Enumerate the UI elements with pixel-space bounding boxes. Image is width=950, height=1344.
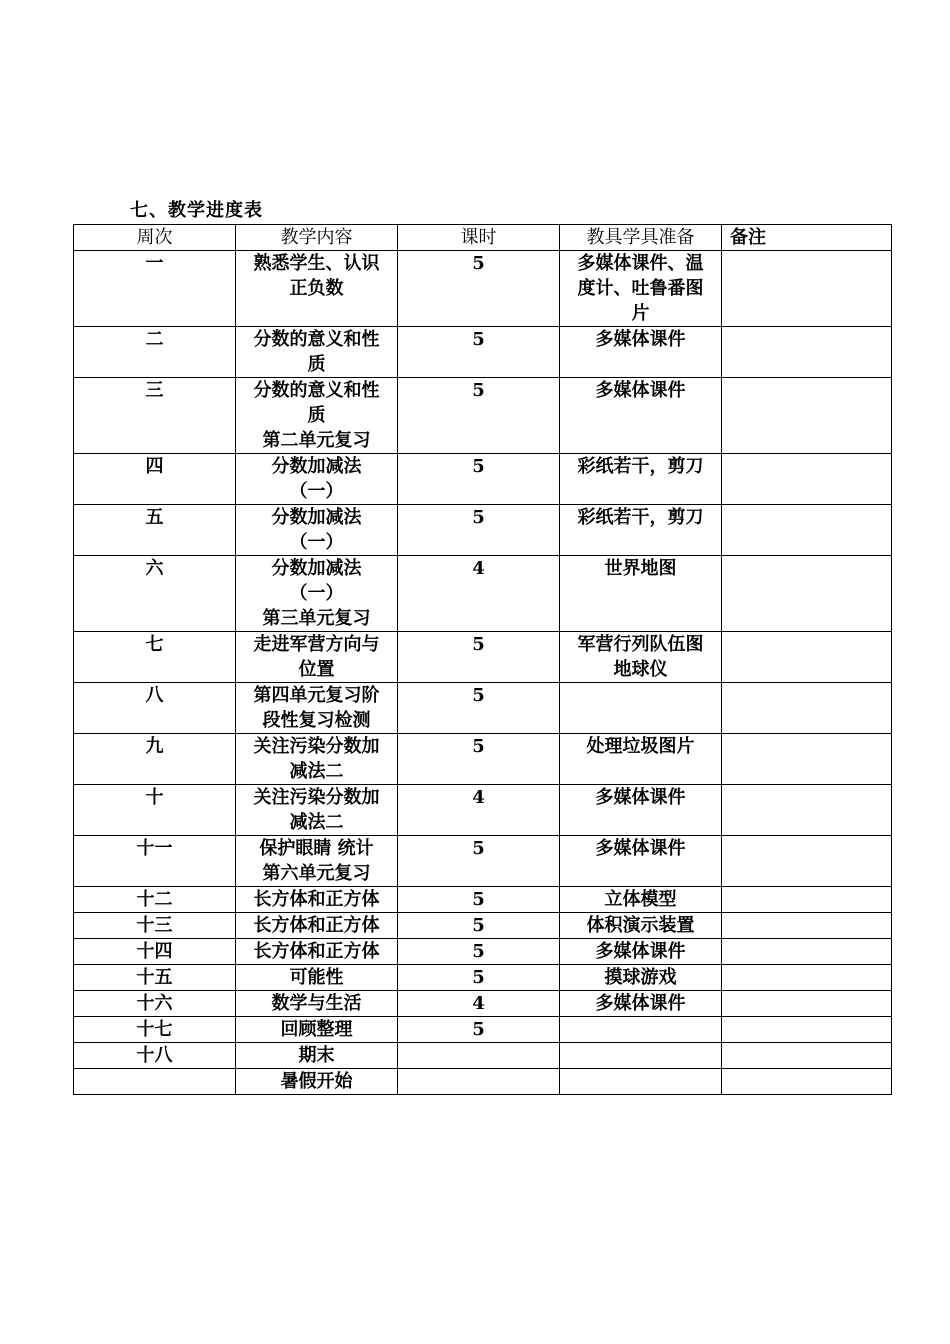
cell-week-text: 九	[145, 736, 164, 757]
cell-content-text: 保护眼睛 统计 第六单元复习	[259, 838, 374, 884]
cell-notes-text	[730, 836, 889, 861]
cell-notes	[722, 1043, 892, 1069]
cell-hours	[398, 1017, 560, 1043]
cell-notes-text	[730, 505, 889, 530]
cell-week	[74, 1069, 236, 1095]
cell-notes-text	[730, 454, 889, 479]
cell-week-text: 七	[145, 634, 164, 655]
cell-materials-text: 摸球游戏	[604, 967, 677, 988]
cell-content-text: 关注污染分数加 减法二	[253, 736, 380, 782]
cell-notes	[722, 965, 892, 991]
cell-notes-text	[730, 327, 889, 352]
cell-notes-text	[730, 632, 889, 657]
cell-content	[236, 378, 398, 454]
cell-materials	[560, 327, 722, 378]
cell-content-text: 可能性	[289, 967, 344, 988]
cell-notes	[722, 836, 892, 887]
cell-week-text: 十三	[136, 915, 173, 936]
cell-materials	[560, 378, 722, 454]
header-hours: 课时	[398, 225, 560, 251]
table-row	[74, 632, 892, 683]
cell-week	[74, 1043, 236, 1069]
cell-hours-text: 5	[472, 380, 485, 401]
cell-week-text: 十八	[136, 1045, 173, 1066]
cell-notes	[722, 632, 892, 683]
table-row	[74, 965, 892, 991]
cell-materials	[560, 1043, 722, 1069]
cell-notes-text	[730, 887, 889, 912]
cell-materials	[560, 734, 722, 785]
cell-hours	[398, 991, 560, 1017]
cell-materials	[560, 1017, 722, 1043]
cell-materials-text: 多媒体课件	[595, 993, 686, 1014]
cell-hours	[398, 939, 560, 965]
cell-week-text: 一	[145, 253, 164, 274]
cell-hours-text: 5	[472, 915, 485, 936]
cell-materials-text: 彩纸若干，剪刀	[577, 456, 704, 477]
cell-notes-text	[730, 378, 889, 403]
cell-content-text: 暑假开始	[280, 1071, 353, 1092]
table-row	[74, 836, 892, 887]
cell-content-text: 数学与生活	[271, 993, 362, 1014]
cell-materials	[560, 991, 722, 1017]
cell-materials-text: 多媒体课件	[595, 329, 686, 350]
cell-week	[74, 454, 236, 505]
header-row	[74, 225, 892, 251]
cell-materials	[560, 683, 722, 734]
cell-notes	[722, 454, 892, 505]
cell-notes	[722, 251, 892, 327]
cell-week-text: 十五	[136, 967, 173, 988]
section-heading: 七、教学进度表	[130, 200, 263, 221]
cell-notes-text	[730, 1017, 889, 1042]
cell-hours-text: 5	[472, 634, 485, 655]
cell-materials-text	[562, 1043, 719, 1068]
cell-content-text: 长方体和正方体	[253, 915, 380, 936]
cell-content-text: 第四单元复习阶 段性复习检测	[253, 685, 380, 731]
cell-week	[74, 251, 236, 327]
cell-content	[236, 991, 398, 1017]
cell-hours-text: 5	[472, 838, 485, 859]
cell-hours	[398, 887, 560, 913]
cell-content	[236, 1017, 398, 1043]
cell-hours	[398, 251, 560, 327]
cell-materials	[560, 251, 722, 327]
table-header	[74, 225, 892, 251]
cell-week-text: 十二	[136, 889, 173, 910]
cell-notes	[722, 939, 892, 965]
cell-content	[236, 505, 398, 556]
cell-week	[74, 378, 236, 454]
cell-content	[236, 1069, 398, 1095]
header-content: 教学内容	[236, 225, 398, 251]
cell-materials	[560, 913, 722, 939]
table-row	[74, 505, 892, 556]
cell-content-text: 关注污染分数加 减法二	[253, 787, 380, 833]
cell-hours-text: 4	[472, 993, 485, 1014]
table-row	[74, 683, 892, 734]
cell-content	[236, 913, 398, 939]
cell-materials-text	[562, 683, 719, 708]
cell-content	[236, 683, 398, 734]
cell-notes	[722, 1017, 892, 1043]
cell-notes	[722, 505, 892, 556]
cell-content	[236, 454, 398, 505]
cell-content	[236, 939, 398, 965]
cell-week	[74, 991, 236, 1017]
cell-notes-text	[730, 785, 889, 810]
cell-notes	[722, 683, 892, 734]
cell-materials	[560, 556, 722, 632]
cell-materials	[560, 836, 722, 887]
cell-notes-text	[730, 939, 889, 964]
cell-materials	[560, 1069, 722, 1095]
cell-notes	[722, 378, 892, 454]
cell-week-text: 八	[145, 685, 164, 706]
cell-notes	[722, 327, 892, 378]
cell-hours-text: 5	[472, 456, 485, 477]
cell-hours-text: 5	[472, 889, 485, 910]
cell-hours	[398, 836, 560, 887]
header-notes: 备注	[722, 225, 892, 251]
cell-materials-text: 体积演示装置	[586, 915, 695, 936]
cell-week	[74, 887, 236, 913]
cell-week	[74, 327, 236, 378]
cell-week	[74, 913, 236, 939]
cell-content	[236, 251, 398, 327]
cell-hours	[398, 785, 560, 836]
table-row	[74, 1017, 892, 1043]
cell-materials-text: 多媒体课件、温 度计、吐鲁番图 片	[577, 253, 704, 324]
cell-week-text: 十一	[136, 838, 173, 859]
cell-notes-text	[730, 734, 889, 759]
cell-week	[74, 939, 236, 965]
cell-content	[236, 965, 398, 991]
cell-materials-text: 彩纸若干，剪刀	[577, 507, 704, 528]
cell-hours-text: 4	[472, 558, 485, 579]
cell-week-text: 十四	[136, 941, 173, 962]
cell-notes-text	[730, 913, 889, 938]
cell-content-text: 分数的意义和性 质	[253, 329, 380, 375]
cell-content	[236, 327, 398, 378]
cell-materials-text: 军营行列队伍图 地球仪	[577, 634, 704, 680]
cell-hours-text: 5	[472, 253, 485, 274]
cell-materials	[560, 939, 722, 965]
table-row	[74, 913, 892, 939]
cell-materials	[560, 887, 722, 913]
cell-notes-text	[730, 965, 889, 990]
teaching-schedule-table	[73, 224, 892, 1095]
cell-notes	[722, 785, 892, 836]
cell-hours	[398, 454, 560, 505]
cell-hours-text: 5	[472, 1019, 485, 1040]
cell-week-text	[76, 1069, 233, 1094]
cell-week	[74, 1017, 236, 1043]
cell-materials	[560, 785, 722, 836]
cell-materials-text	[562, 1069, 719, 1094]
cell-week-text: 四	[145, 456, 164, 477]
cell-notes-text	[730, 251, 889, 276]
cell-notes-text	[730, 556, 889, 581]
cell-hours-text: 5	[472, 736, 485, 757]
cell-materials	[560, 505, 722, 556]
cell-hours	[398, 378, 560, 454]
cell-hours-text: 5	[472, 685, 485, 706]
cell-materials-text: 多媒体课件	[595, 787, 686, 808]
cell-hours-text: 5	[472, 507, 485, 528]
table-row	[74, 251, 892, 327]
header-materials: 教具学具准备	[560, 225, 722, 251]
cell-hours	[398, 683, 560, 734]
cell-content-text: 回顾整理	[280, 1019, 353, 1040]
cell-content-text: 熟悉学生、认识 正负数	[253, 253, 380, 299]
cell-content	[236, 785, 398, 836]
table-body	[74, 251, 892, 1095]
table-row	[74, 1043, 892, 1069]
cell-week-text: 十	[145, 787, 164, 808]
cell-hours-text: 5	[472, 941, 485, 962]
cell-materials-text: 多媒体课件	[595, 941, 686, 962]
cell-week-text: 三	[145, 380, 164, 401]
cell-notes-text	[730, 991, 889, 1016]
cell-notes	[722, 734, 892, 785]
cell-week	[74, 505, 236, 556]
cell-notes	[722, 991, 892, 1017]
cell-content	[236, 632, 398, 683]
cell-hours	[398, 1069, 560, 1095]
table-row	[74, 991, 892, 1017]
cell-week-text: 十六	[136, 993, 173, 1014]
table-row	[74, 887, 892, 913]
table-row	[74, 556, 892, 632]
cell-week	[74, 683, 236, 734]
cell-content	[236, 887, 398, 913]
cell-week-text: 二	[145, 329, 164, 350]
cell-content-text: 长方体和正方体	[253, 941, 380, 962]
cell-content	[236, 836, 398, 887]
table-row	[74, 378, 892, 454]
cell-hours	[398, 327, 560, 378]
cell-week	[74, 965, 236, 991]
cell-week-text: 五	[145, 507, 164, 528]
table-row	[74, 327, 892, 378]
cell-materials-text: 处理垃圾图片	[586, 736, 695, 757]
cell-materials	[560, 454, 722, 505]
cell-materials-text	[562, 1017, 719, 1042]
cell-week-text: 十七	[136, 1019, 173, 1040]
cell-content-text: 走进军营方向与 位置	[253, 634, 380, 680]
cell-notes	[722, 913, 892, 939]
table-row	[74, 454, 892, 505]
cell-week	[74, 556, 236, 632]
cell-content-text: 分数加减法 （一） 第三单元复习	[262, 558, 371, 629]
cell-hours-text: 5	[472, 329, 485, 350]
header-week: 周次	[74, 225, 236, 251]
cell-hours	[398, 1043, 560, 1069]
cell-notes	[722, 887, 892, 913]
cell-hours-text	[400, 1043, 557, 1068]
cell-hours	[398, 632, 560, 683]
cell-notes-text	[730, 683, 889, 708]
cell-materials-text: 多媒体课件	[595, 380, 686, 401]
cell-week	[74, 836, 236, 887]
cell-content-text: 长方体和正方体	[253, 889, 380, 910]
cell-content	[236, 556, 398, 632]
cell-materials-text: 多媒体课件	[595, 838, 686, 859]
table-row	[74, 734, 892, 785]
table-row	[74, 939, 892, 965]
cell-hours	[398, 556, 560, 632]
cell-hours	[398, 734, 560, 785]
table-row	[74, 1069, 892, 1095]
cell-hours-text: 4	[472, 787, 485, 808]
cell-materials	[560, 632, 722, 683]
cell-hours	[398, 505, 560, 556]
cell-hours-text: 5	[472, 967, 485, 988]
cell-notes-text	[730, 1069, 889, 1094]
cell-content-text: 期末	[298, 1045, 335, 1066]
cell-notes	[722, 556, 892, 632]
cell-materials	[560, 965, 722, 991]
cell-week	[74, 632, 236, 683]
cell-week-text: 六	[145, 558, 164, 579]
cell-content	[236, 734, 398, 785]
cell-hours-text	[400, 1069, 557, 1094]
cell-hours	[398, 965, 560, 991]
table-row	[74, 785, 892, 836]
cell-week	[74, 785, 236, 836]
cell-hours	[398, 913, 560, 939]
cell-materials-text: 世界地图	[604, 558, 677, 579]
cell-content-text: 分数的意义和性 质 第二单元复习	[253, 380, 380, 451]
cell-content	[236, 1043, 398, 1069]
cell-notes-text	[730, 1043, 889, 1068]
cell-notes	[722, 1069, 892, 1095]
cell-content-text: 分数加减法 （一）	[271, 507, 362, 553]
cell-week	[74, 734, 236, 785]
cell-materials-text: 立体模型	[604, 889, 677, 910]
cell-content-text: 分数加减法 （一）	[271, 456, 362, 502]
